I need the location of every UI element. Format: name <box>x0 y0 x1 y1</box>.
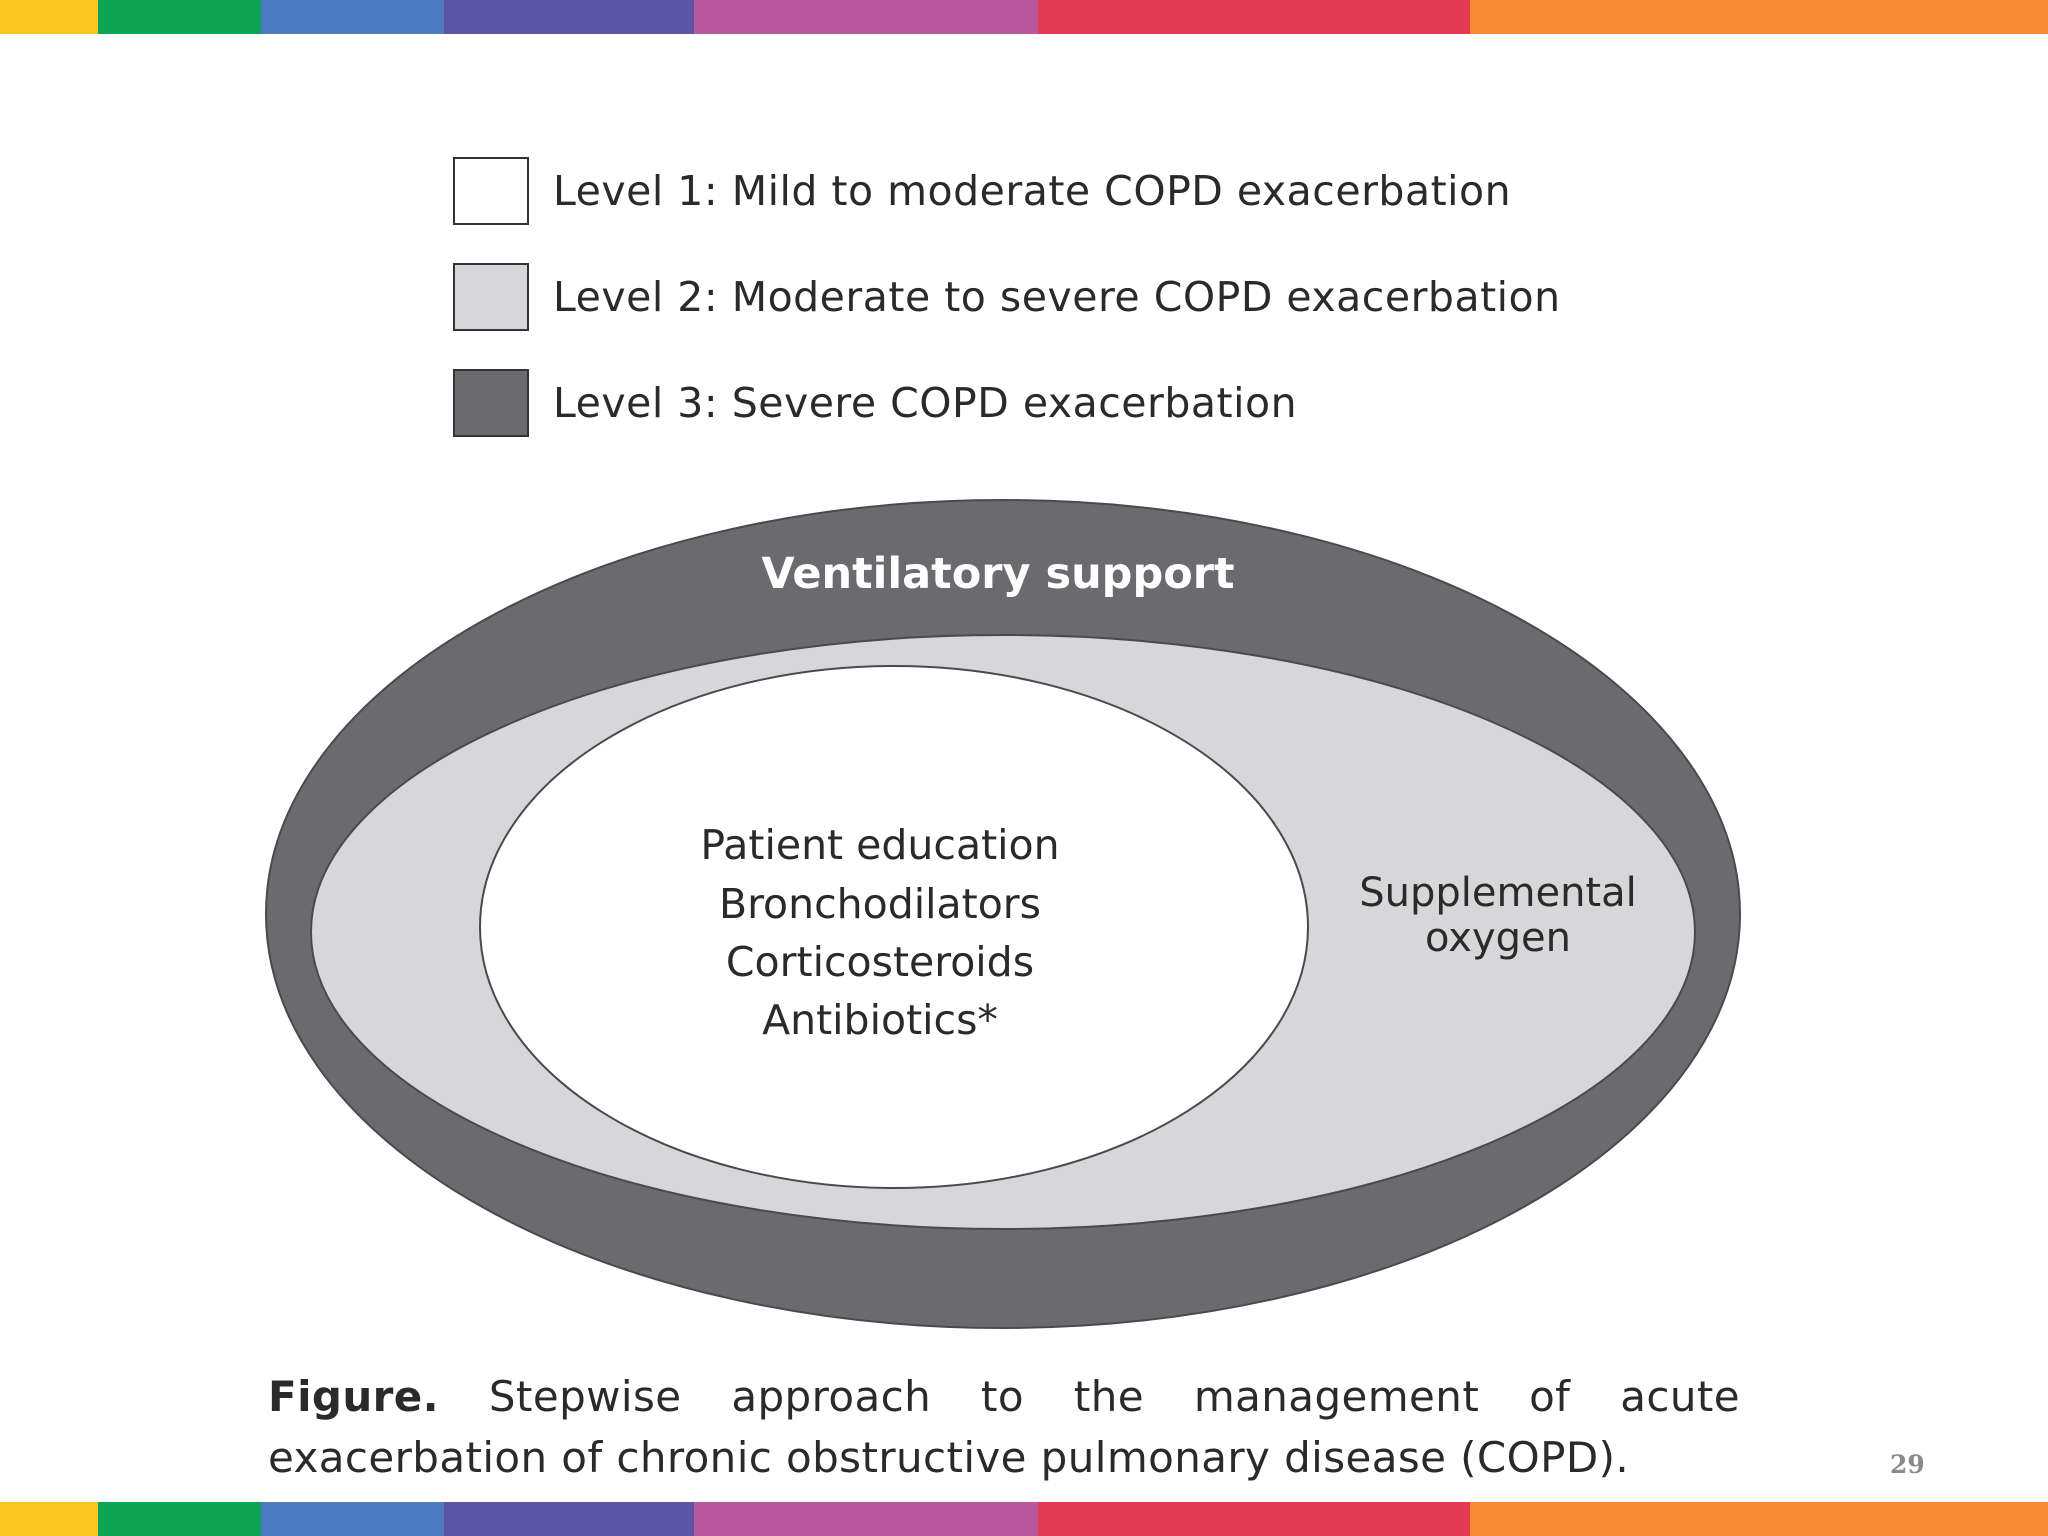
page-number: 29 <box>1890 1450 1925 1479</box>
middle-ellipse-label-line-2: oxygen <box>1425 915 1571 961</box>
stripe-segment-green <box>98 1502 261 1536</box>
figure-caption-label: Figure. <box>268 1372 440 1421</box>
bottom-color-stripe <box>0 1502 2048 1536</box>
inner-ellipse-label-line-4: Antibiotics* <box>762 996 998 1044</box>
stripe-segment-magenta <box>694 1502 1038 1536</box>
legend-label-level-2: Level 2: Moderate to severe COPD exacerbation <box>553 273 1561 321</box>
inner-ellipse-label-line-3: Corticosteroids <box>725 938 1035 986</box>
inner-ellipse-label-line-2: Bronchodilators <box>718 880 1042 928</box>
stripe-segment-yellow <box>0 1502 98 1536</box>
figure-caption <box>268 1366 1740 1488</box>
stripe-segment-indigo <box>444 1502 694 1536</box>
figure-caption-text: Stepwise approach to the management of acute exacerbation of chronic obstructive pulmonary disease (COPD). <box>268 1372 1740 1482</box>
middle-ellipse-label-line-1: Supplemental <box>1359 870 1637 916</box>
stripe-segment-orange <box>1470 1502 2048 1536</box>
stripe-segment-red <box>1038 1502 1470 1536</box>
inner-ellipse-label-line-1: Patient education <box>700 821 1060 869</box>
stripe-segment-blue <box>261 1502 444 1536</box>
legend-label-level-3: Level 3: Severe COPD exacerbation <box>553 379 1298 427</box>
legend-label-level-1: Level 1: Mild to moderate COPD exacerbation <box>553 167 1512 215</box>
outer-ellipse-label: Ventilatory support <box>761 549 1235 599</box>
